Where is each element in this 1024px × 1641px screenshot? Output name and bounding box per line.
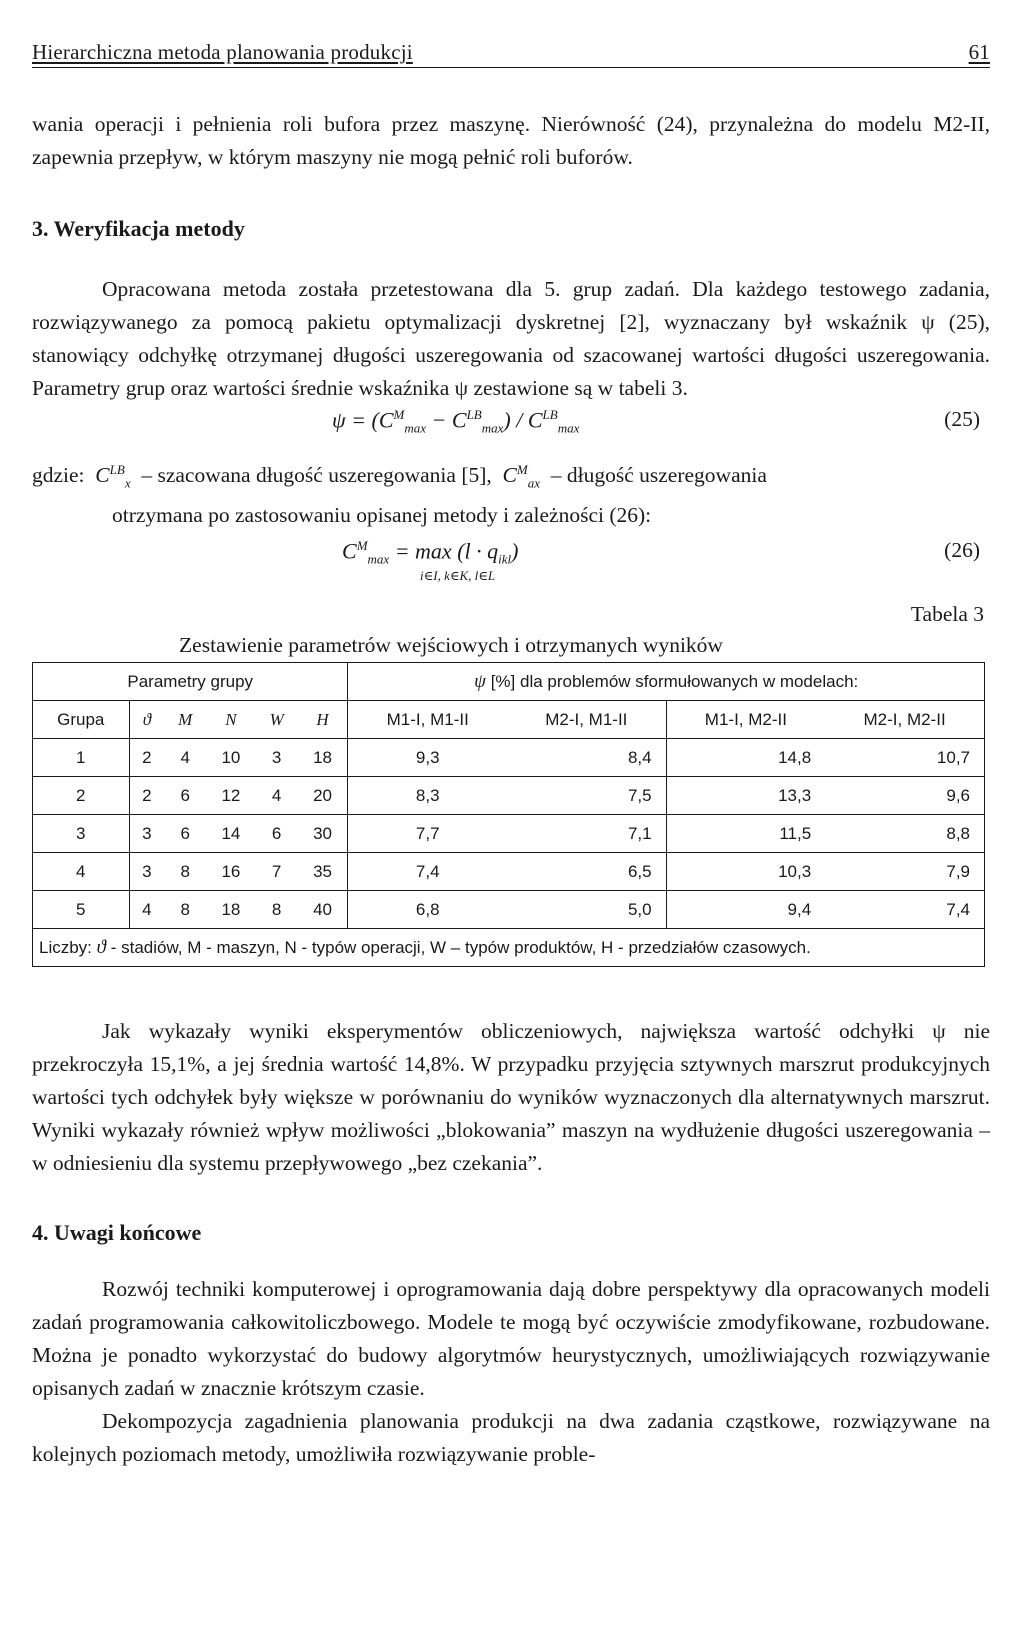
where-def-2: – długość uszeregowania [550, 463, 767, 488]
col-model-3: M1-I, M2-II [666, 701, 825, 739]
col-products: W [256, 701, 298, 739]
col-stages: ϑ [129, 701, 164, 739]
table-row: 2 2 6 12 4 20 8,3 7,5 13,3 9,6 [33, 777, 985, 815]
footnote-text: - stadiów, M - maszyn, N - typów operacji, W – typów produktów, H - przedziałów czasowych. [110, 937, 811, 957]
where-lead: gdzie: [32, 463, 85, 488]
formula-26 [32, 536, 990, 590]
results-paragraph: Jak wykazały wyniki eksperymentów obliczeniowych, największa wartość odchyłki ψ nie przekroczyła 15,1%, a jej średnia wartość 14,8%. W przypadku przyjęcia sztywnych marszrut produkcyjnych wartości tych odchyłek były większe w porównaniu do wyników wyznaczonych dla alternatywnych marszrut. Wyniki wykazały również wpływ możliwości „blokowania” maszyn na wydłużenie długości uszeregowania – w odniesieniu dla systemu przepływowego „bez czekania”. [32, 1019, 990, 1176]
table-header-sub [33, 701, 985, 739]
formula-26-subscript: i∈I, k∈K, l∈L [420, 568, 496, 584]
table-header-top [33, 663, 985, 701]
formula-26-expression: $C^M_{max} = \max (l \cdot q_{ikl})$ [342, 538, 519, 568]
col-model-1: M1-I, M1-II [348, 701, 507, 739]
running-head [32, 40, 990, 68]
page-number: 61 [968, 40, 990, 64]
section-3-paragraph: Opracowana metoda została przetestowana dla 5. grup zadań. Dla każdego testowego zadania, rozwiązywanego za pomocą pakietu optymalizacji dyskretnej [2], wyznaczany był wskaźnik ψ (25), stanowiący odchyłkę otrzymanej długości uszeregowania od szacowanej wartości długości uszeregowania. Parametry grup oraz wartości średnie wskaźnika ψ zestawione są w tabeli 3. [32, 277, 990, 400]
section-4-paragraph-2: Dekompozycja zagadnienia planowania produkcji na dwa zadania cząstkowe, rozwiązywane na kolejnych poziomach metody, umożliwiła rozwiązywanie proble- [32, 1409, 990, 1467]
col-group: Grupa [33, 701, 130, 739]
table-row: 3 3 6 14 6 30 7,7 7,1 11,5 8,8 [33, 815, 985, 853]
section-4-paragraph-1: Rozwój techniki komputerowej i oprogramowania dają dobre perspektywy dla opracowanych modeli zadań programowania całkowitoliczbowego. Modele te mogą być oczywiście zmodyfikowane, rozbudowane. Można je ponadto wykorzystać do budowy algorytmów heurystycznych, umożliwiających rozwiązywanie opisanych zadań w znacznie krótszym czasie. [32, 1277, 990, 1401]
table-footnote [33, 929, 985, 967]
section-3-heading: 3. Weryfikacja metody [32, 216, 245, 241]
table-label: Tabela 3 [910, 602, 984, 627]
running-title: Hierarchiczna metoda planowania produkcji [32, 40, 413, 64]
section-4-heading: 4. Uwagi końcowe [32, 1220, 202, 1246]
formula-26-number: (26) [944, 538, 980, 563]
table-row: 5 4 8 18 8 40 6,8 5,0 9,4 7,4 [33, 891, 985, 929]
where-line-1: gdzie: $C^{LB}_x$ – szacowana długość uszeregowania [5], $C^M_{ax}$ – długość uszeregowania [32, 462, 767, 491]
stages-symbol: ϑ [96, 936, 106, 958]
where-def-1: – szacowana długość uszeregowania [5], [141, 463, 492, 488]
formula-25-expression: $\psi = (C^M_{max} - C^{LB}_{max}) / C^{LB}_{max}$ [332, 407, 580, 436]
page [32, 40, 990, 1471]
table-row: 4 3 8 16 7 35 7,4 6,5 10,3 7,9 [33, 853, 985, 891]
col-model-4: M2-I, M2-II [825, 701, 984, 739]
group-params-header: Parametry grupy [33, 663, 348, 701]
formula-25-number: (25) [944, 407, 980, 431]
where-block [32, 453, 990, 532]
col-model-2: M2-I, M1-II [507, 701, 666, 739]
col-operations: N [206, 701, 256, 739]
intro-paragraph: wania operacji i pełnienia roli bufora przez maszynę. Nierówność (24), przynależna do modelu M2-II, zapewnia przepływ, w którym maszyny nie mogą pełnić roli buforów. [32, 112, 990, 169]
formula-25 [32, 407, 990, 447]
where-line-2: otrzymana po zastosowaniu opisanej metody i zależności (26): [112, 503, 652, 528]
footnote-lead: Liczby: [39, 937, 92, 957]
psi-header: ψ [%] dla problemów sformułowanych w modelach: [348, 663, 985, 701]
col-machines: M [164, 701, 206, 739]
results-table [32, 662, 985, 967]
table-caption: Zestawienie parametrów wejściowych i otrzymanych wyników [179, 633, 723, 658]
table-row: 1 2 4 10 3 18 9,3 8,4 14,8 10,7 [33, 739, 985, 777]
col-periods: H [298, 701, 348, 739]
